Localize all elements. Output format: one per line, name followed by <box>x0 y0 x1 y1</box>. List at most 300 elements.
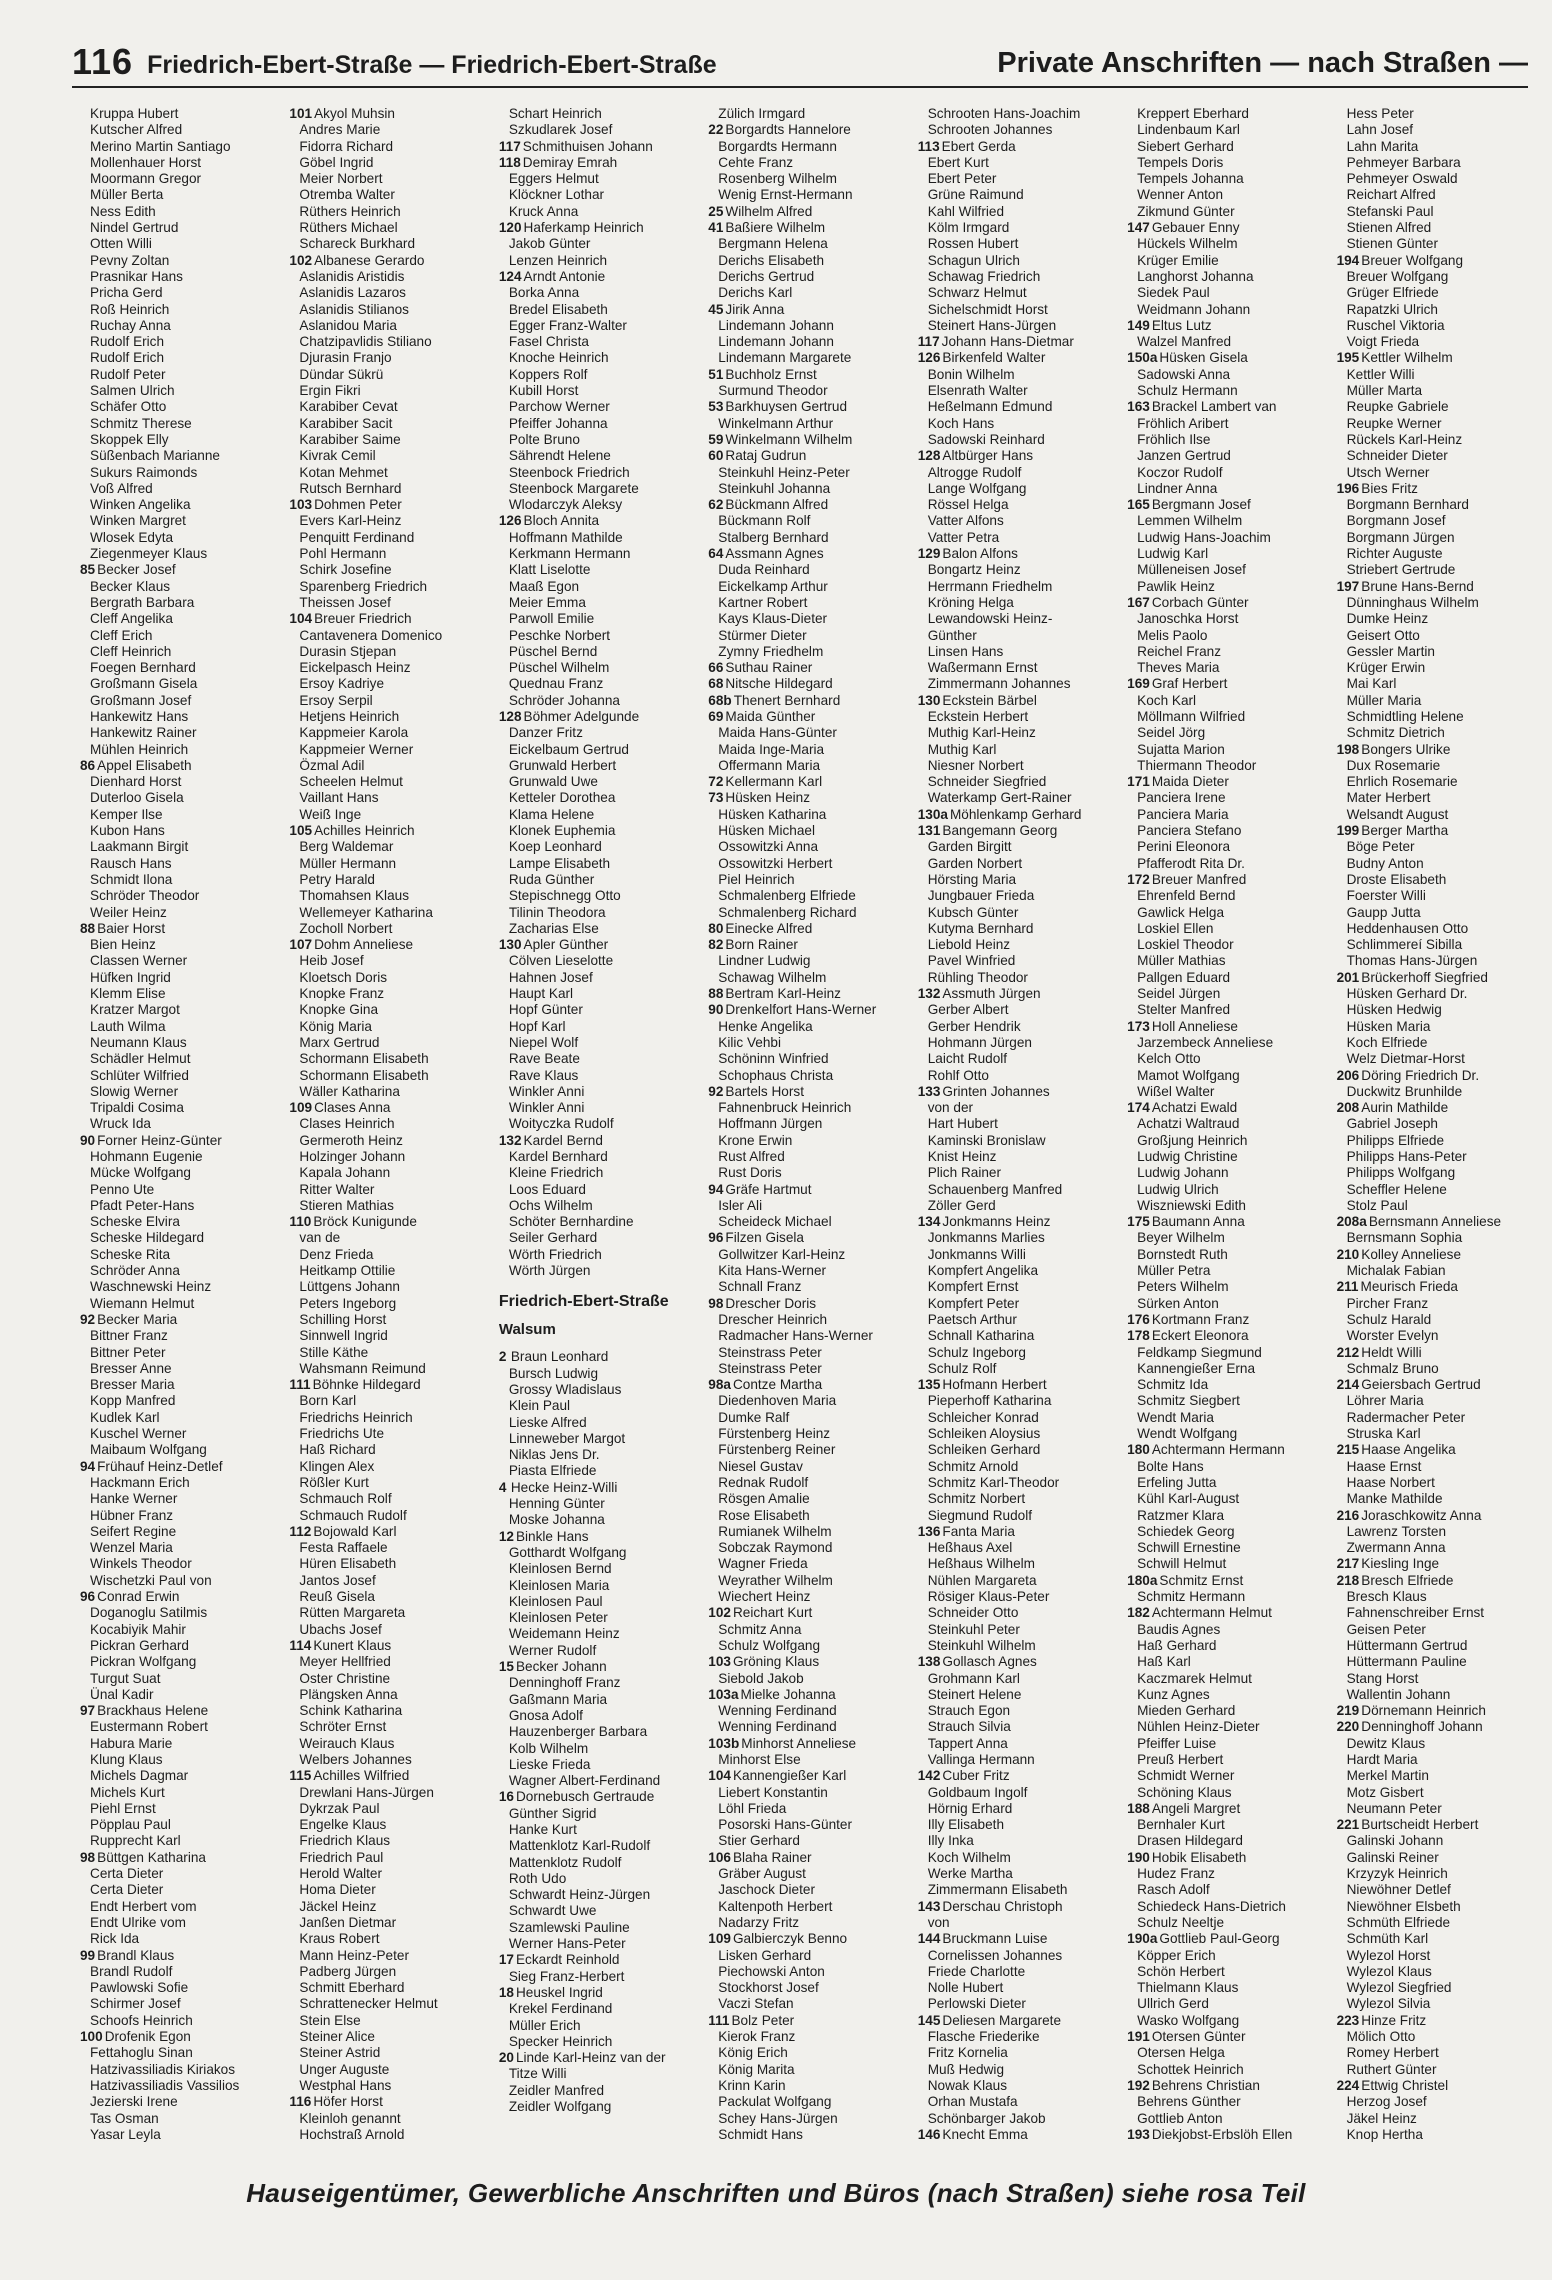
resident-name: Pavel Winfried <box>927 953 1016 969</box>
resident-name: Kortmann Franz <box>1151 1311 1250 1327</box>
resident-entry <box>289 1752 492 1768</box>
resident-entry <box>289 253 492 269</box>
resident-name: Müller Petra <box>1137 1263 1211 1279</box>
resident-entry <box>289 204 492 220</box>
resident-name: Tilinin Theodora <box>508 904 606 920</box>
resident-entry <box>708 1051 911 1067</box>
resident-name: Loskiel Theodor <box>1137 937 1234 953</box>
resident-entry <box>289 546 492 562</box>
resident-entry <box>1127 1475 1330 1491</box>
resident-name: Jäkel Heinz <box>1346 2110 1417 2126</box>
resident-name: Corbach Günter <box>1151 594 1249 610</box>
resident-entry <box>1337 416 1540 432</box>
resident-name: Cuber Fritz <box>942 1768 1010 1784</box>
resident-name: Kita Hans-Werner <box>718 1263 827 1279</box>
resident-entry <box>80 1051 283 1067</box>
house-number: 180 <box>1127 1442 1150 1458</box>
house-number: 64 <box>708 546 724 562</box>
resident-entry <box>1337 1524 1540 1540</box>
resident-name: Hatzivassiliadis Kiriakos <box>90 2061 236 2077</box>
resident-entry <box>1337 155 1540 171</box>
resident-entry <box>708 970 911 986</box>
house-number: 146 <box>917 2126 941 2142</box>
resident-entry <box>289 1068 492 1084</box>
resident-name: Kutscher Alfred <box>90 122 183 138</box>
resident-name: Kettler Wilhelm <box>1361 350 1453 366</box>
resident-entry <box>289 905 492 921</box>
resident-entry <box>499 171 702 187</box>
resident-entry <box>289 139 492 155</box>
street-heading: Friedrich-Ebert-Straße <box>498 1293 669 1311</box>
resident-entry <box>918 1671 1121 1687</box>
resident-entry <box>289 1100 492 1116</box>
resident-entry <box>708 1687 911 1703</box>
resident-entry <box>1127 481 1330 497</box>
resident-entry <box>1127 187 1330 203</box>
resident-name: Behrens Günther <box>1137 2094 1241 2110</box>
resident-name: Koch Wilhelm <box>927 1849 1011 1865</box>
resident-entry <box>289 465 492 481</box>
resident-name: Borgmann Josef <box>1346 513 1446 529</box>
resident-entry <box>1127 1736 1330 1752</box>
resident-name: Drasen Hildegard <box>1137 1833 1243 1849</box>
resident-entry <box>1127 1328 1330 1344</box>
resident-entry <box>708 595 911 611</box>
resident-name: Piasta Elfriede <box>508 1463 597 1479</box>
resident-entry <box>1127 2127 1330 2143</box>
resident-name: Homa Dieter <box>299 1882 376 1898</box>
resident-name: Frühauf Heinz-Detlef <box>97 1458 223 1474</box>
resident-entry <box>499 530 702 546</box>
house-number: 96 <box>708 1230 724 1246</box>
resident-name: Altrogge Rudolf <box>927 464 1022 480</box>
resident-name: Scheske Elvira <box>90 1214 180 1230</box>
resident-name: Gollasch Agnes <box>942 1654 1037 1670</box>
resident-entry <box>1127 1556 1330 1572</box>
resident-entry <box>918 350 1121 366</box>
resident-name: Gawlick Helga <box>1137 904 1225 920</box>
house-number: 190 <box>1127 1849 1150 1865</box>
resident-name: Bresch Elfriede <box>1361 1572 1454 1588</box>
resident-name: Wendt Wolfgang <box>1137 1426 1238 1442</box>
resident-name: Hüsken Katharina <box>718 806 827 822</box>
resident-name: Grunwald Uwe <box>508 774 598 790</box>
resident-name: Friede Charlotte <box>927 1963 1026 1979</box>
resident-name: Eckstein Herbert <box>927 708 1029 724</box>
resident-name: Radermacher Peter <box>1346 1409 1466 1425</box>
resident-name: Stieren Mathias <box>299 1197 394 1213</box>
house-number: 144 <box>917 1931 941 1947</box>
resident-name: Hackmann Erich <box>90 1474 190 1490</box>
resident-name: Zimmermann Elisabeth <box>927 1882 1068 1898</box>
resident-entry <box>708 2078 911 2094</box>
resident-entry <box>1127 1524 1330 1540</box>
house-number: 94 <box>708 1181 724 1197</box>
resident-name: Bursch Ludwig <box>508 1365 599 1381</box>
resident-entry <box>1337 1279 1540 1295</box>
resident-entry <box>1127 856 1330 872</box>
resident-entry <box>1127 1442 1330 1458</box>
resident-name: Polte Bruno <box>508 431 580 447</box>
resident-name: Goldbaum Ingolf <box>927 1784 1028 1800</box>
resident-name: Mann Heinz-Peter <box>299 1947 409 1963</box>
resident-name: Prasnikar Hans <box>90 268 183 284</box>
resident-name: Hinze Fritz <box>1361 2012 1427 2028</box>
resident-name: Hudez Franz <box>1137 1866 1215 1882</box>
resident-entry <box>289 187 492 203</box>
resident-name: Ness Edith <box>90 203 156 219</box>
resident-name: Schrooten Johannes <box>927 122 1053 138</box>
resident-name: Mattenklotz Rudolf <box>508 1854 622 1870</box>
resident-entry <box>499 139 702 155</box>
resident-name: Haß Richard <box>299 1442 376 1458</box>
house-number: 221 <box>1336 1817 1360 1833</box>
resident-name: Scheske Rita <box>90 1246 171 1262</box>
directory-column <box>499 106 702 2162</box>
resident-entry <box>499 774 702 790</box>
resident-entry <box>918 1002 1121 1018</box>
resident-entry <box>708 1833 911 1849</box>
resident-name: Hüsken Heinz <box>725 790 811 806</box>
resident-entry <box>1337 1182 1540 1198</box>
resident-name: Baumann Anna <box>1151 1214 1245 1230</box>
resident-name: Kaczmarek Helmut <box>1137 1670 1252 1686</box>
resident-name: Hatzivassiliadis Vassilios <box>90 2077 240 2093</box>
resident-name: Haß Gerhard <box>1137 1637 1217 1653</box>
resident-name: Ehrlich Rosemarie <box>1346 774 1458 790</box>
resident-entry <box>1127 1948 1330 1964</box>
resident-name: Bolz Peter <box>731 2012 795 2028</box>
resident-name: Koppers Rolf <box>508 366 588 382</box>
house-number: 112 <box>289 1523 312 1539</box>
resident-name: Kunz Agnes <box>1137 1686 1210 1702</box>
resident-name: Schmitz Siegbert <box>1137 1393 1240 1409</box>
house-number: 199 <box>1336 823 1360 839</box>
resident-name: Jonkmanns Willi <box>927 1246 1026 1262</box>
resident-entry <box>80 872 283 888</box>
resident-name: Ebert Kurt <box>927 154 989 170</box>
resident-entry <box>1127 562 1330 578</box>
resident-entry <box>1127 416 1330 432</box>
resident-entry <box>499 1182 702 1198</box>
resident-entry <box>499 1366 702 1382</box>
resident-name: Lindner Anna <box>1137 480 1218 496</box>
resident-name: Derschau Christoph <box>942 1898 1063 1914</box>
resident-entry <box>1127 1263 1330 1279</box>
resident-name: Eckert Eleonora <box>1151 1328 1249 1344</box>
resident-entry <box>918 888 1121 904</box>
resident-entry <box>80 1719 283 1735</box>
resident-name: Müller Mathias <box>1137 953 1226 969</box>
resident-name: Erfeling Jutta <box>1137 1474 1217 1490</box>
resident-entry <box>708 1850 911 1866</box>
resident-name: Pfadt Peter-Hans <box>90 1197 195 1213</box>
resident-entry <box>1337 2029 1540 2045</box>
resident-entry <box>289 693 492 709</box>
resident-name: Bruckmann Luise <box>942 1931 1048 1947</box>
house-number: 100 <box>80 2029 103 2045</box>
resident-entry <box>1127 1964 1330 1980</box>
resident-name: Ossowitzki Anna <box>718 839 819 855</box>
resident-name: Rutsch Bernhard <box>299 480 402 496</box>
resident-entry <box>80 1703 283 1719</box>
resident-name: Foerster Willi <box>1346 888 1426 904</box>
resident-name: Bongartz Heinz <box>927 562 1021 578</box>
resident-name: Steenbock Margarete <box>508 480 639 496</box>
resident-entry <box>1337 481 1540 497</box>
resident-entry <box>918 1801 1121 1817</box>
resident-name: Kompfert Ernst <box>927 1279 1019 1295</box>
resident-name: Büttgen Katharina <box>97 1849 206 1865</box>
resident-name: Muthig Karl <box>927 741 997 757</box>
resident-name: Romey Herbert <box>1346 2045 1439 2061</box>
resident-entry <box>499 1116 702 1132</box>
house-number: 143 <box>917 1898 941 1914</box>
resident-name: Niklas Jens Dr. <box>508 1447 600 1463</box>
resident-entry <box>1127 1850 1330 1866</box>
resident-entry <box>499 399 702 415</box>
house-number: 82 <box>708 937 724 953</box>
house-number: 98a <box>708 1377 731 1393</box>
resident-name: Rühling Theodor <box>927 969 1028 985</box>
house-number: 118 <box>498 154 521 170</box>
resident-name: Drenkelfort Hans-Werner <box>725 1002 877 1018</box>
resident-entry <box>499 644 702 660</box>
resident-entry <box>1337 725 1540 741</box>
house-number: 110 <box>289 1214 312 1230</box>
resident-entry <box>1127 1671 1330 1687</box>
resident-entry <box>1127 350 1330 366</box>
resident-name: Siebold Jakob <box>718 1670 804 1686</box>
resident-name: Kappmeier Werner <box>299 741 414 757</box>
resident-name: Hüsken Hedwig <box>1346 1002 1442 1018</box>
resident-name: Schmalenberg Elfriede <box>718 888 856 904</box>
resident-name: Lieske Frieda <box>508 1756 591 1772</box>
resident-name: Petry Harald <box>299 871 375 887</box>
house-number: 104 <box>708 1768 731 1784</box>
resident-name: Lüttgens Johann <box>299 1279 400 1295</box>
resident-name: Sürken Anton <box>1137 1295 1219 1311</box>
resident-entry <box>918 171 1121 187</box>
resident-entry <box>918 122 1121 138</box>
resident-name: Lisken Gerhard <box>718 1947 812 1963</box>
resident-entry <box>708 1882 911 1898</box>
resident-name: Friedrichs Ute <box>299 1426 385 1442</box>
resident-entry <box>1127 285 1330 301</box>
resident-name: Hörsting Maria <box>927 871 1017 887</box>
resident-entry <box>1127 1084 1330 1100</box>
resident-entry <box>1127 1508 1330 1524</box>
resident-entry <box>499 448 702 464</box>
resident-entry <box>918 106 1121 122</box>
resident-entry <box>1127 2062 1330 2078</box>
resident-entry <box>1127 106 1330 122</box>
resident-name: Wißel Walter <box>1137 1083 1215 1099</box>
resident-name: Stolz Paul <box>1346 1197 1408 1213</box>
resident-entry <box>80 350 283 366</box>
resident-name: Kays Klaus-Dieter <box>718 611 828 627</box>
resident-entry <box>80 807 283 823</box>
resident-entry <box>1127 611 1330 627</box>
resident-entry <box>708 1508 911 1524</box>
resident-name: Kolb Wilhelm <box>508 1740 589 1756</box>
resident-entry <box>80 1524 283 1540</box>
directory-column <box>80 106 283 2162</box>
resident-entry <box>289 2013 492 2029</box>
resident-entry <box>499 823 702 839</box>
resident-entry <box>918 530 1121 546</box>
resident-entry <box>289 1524 492 1540</box>
resident-entry <box>499 709 702 725</box>
resident-entry <box>1337 1703 1540 1719</box>
resident-entry <box>499 725 702 741</box>
resident-name: Achatzi Ewald <box>1151 1100 1238 1116</box>
resident-entry <box>1127 1573 1330 1589</box>
resident-name: Schöning Klaus <box>1137 1784 1232 1800</box>
house-number: 208a <box>1336 1214 1367 1230</box>
house-number: 101 <box>289 106 313 121</box>
resident-entry <box>918 1703 1121 1719</box>
resident-entry <box>289 1638 492 1654</box>
resident-name: Philipps Hans-Peter <box>1346 1149 1467 1164</box>
resident-name: Siegmund Rudolf <box>927 1507 1032 1523</box>
resident-name: Kellermann Karl <box>725 774 823 790</box>
resident-name: Rapatzki Ulrich <box>1346 301 1438 317</box>
resident-entry <box>1127 2029 1330 2045</box>
house-number: 135 <box>917 1377 941 1393</box>
resident-name: Wylezol Horst <box>1346 1947 1431 1963</box>
resident-entry <box>289 155 492 171</box>
resident-entry <box>80 856 283 872</box>
resident-entry <box>289 1719 492 1735</box>
resident-name: Jaschock Dieter <box>718 1882 815 1898</box>
resident-name: Achtermann Hermann <box>1151 1442 1285 1458</box>
resident-entry <box>918 774 1121 790</box>
resident-entry <box>80 905 283 921</box>
resident-entry <box>1337 220 1540 236</box>
resident-name: Rave Klaus <box>508 1067 579 1083</box>
resident-entry <box>499 872 702 888</box>
resident-entry <box>1127 579 1330 595</box>
resident-entry <box>1337 1785 1540 1801</box>
resident-entry <box>918 1214 1121 1230</box>
resident-entry <box>1337 1410 1540 1426</box>
resident-name: Fidorra Richard <box>299 138 394 154</box>
resident-name: Plich Rainer <box>927 1165 1001 1181</box>
resident-name: Kubill Horst <box>508 383 579 399</box>
resident-entry <box>1127 1768 1330 1784</box>
resident-entry <box>1337 2094 1540 2110</box>
resident-entry <box>1127 1410 1330 1426</box>
resident-name: Schön Herbert <box>1137 1963 1225 1979</box>
resident-entry <box>499 2018 702 2034</box>
resident-name: Dörnemann Heinrich <box>1361 1703 1486 1719</box>
resident-entry <box>1337 497 1540 513</box>
resident-entry <box>918 546 1121 562</box>
resident-name: Steiner Astrid <box>299 2045 381 2061</box>
resident-name: Knopke Franz <box>299 986 385 1002</box>
resident-entry <box>1337 611 1540 627</box>
resident-name: Offermann Maria <box>718 757 821 773</box>
resident-entry <box>708 628 911 644</box>
resident-entry <box>1337 2062 1540 2078</box>
resident-entry <box>80 269 283 285</box>
resident-name: Heitkamp Ottilie <box>299 1263 396 1279</box>
resident-name: Schmitz Ida <box>1137 1377 1209 1393</box>
resident-name: Hobik Elisabeth <box>1151 1849 1247 1865</box>
resident-name: Baier Horst <box>97 920 166 936</box>
resident-name: Karabiber Sacit <box>299 415 393 431</box>
resident-entry <box>289 1768 492 1784</box>
house-number: 92 <box>708 1083 724 1099</box>
resident-entry <box>918 448 1121 464</box>
resident-name: Kolley Anneliese <box>1361 1246 1462 1262</box>
resident-entry <box>1127 1882 1330 1898</box>
resident-name: Loskiel Ellen <box>1137 920 1214 936</box>
resident-entry <box>708 839 911 855</box>
resident-entry <box>708 155 911 171</box>
resident-name: Schröder Anna <box>90 1263 180 1279</box>
resident-name: Schophaus Christa <box>718 1067 834 1083</box>
resident-entry <box>1127 1345 1330 1361</box>
resident-name: Krüger Emilie <box>1137 252 1219 268</box>
resident-name: Kardel Bernd <box>523 1132 603 1148</box>
resident-name: Illy Elisabeth <box>927 1817 1005 1833</box>
resident-name: Westphal Hans <box>299 2077 392 2093</box>
resident-name: Bergrath Barbara <box>90 594 195 610</box>
house-number: 103b <box>708 1735 740 1751</box>
resident-name: Kannengießer Erna <box>1137 1360 1256 1376</box>
resident-name: Dumke Ralf <box>718 1409 790 1425</box>
resident-entry <box>708 1426 911 1442</box>
resident-name: Penno Ute <box>90 1181 155 1197</box>
resident-name: Ritter Walter <box>299 1181 375 1197</box>
resident-entry <box>1337 1768 1540 1784</box>
resident-name: Schneider Siegfried <box>927 774 1047 790</box>
resident-name: Schareck Burkhard <box>299 236 416 252</box>
resident-entry <box>80 155 283 171</box>
resident-entry <box>80 1475 283 1491</box>
resident-entry <box>708 236 911 252</box>
resident-name: Rudolf Erich <box>90 350 165 366</box>
resident-name: Pawlik Heinz <box>1137 578 1215 594</box>
resident-name: Weidmann Johann <box>1137 301 1251 317</box>
resident-name: Michels Dagmar <box>90 1768 189 1784</box>
resident-name: Dornebusch Gertraude <box>515 1789 655 1805</box>
resident-entry <box>499 334 702 350</box>
resident-entry <box>918 269 1121 285</box>
resident-name: Duckwitz Brunhilde <box>1346 1083 1463 1099</box>
resident-name: Rüthers Michael <box>299 220 398 236</box>
house-number: 198 <box>1336 741 1360 757</box>
house-number: 22 <box>708 122 724 138</box>
resident-name: Rust Doris <box>718 1165 782 1181</box>
resident-entry <box>80 628 283 644</box>
resident-name: Albanese Gerardo <box>314 252 425 268</box>
resident-name: Hahnen Josef <box>508 969 593 985</box>
resident-entry <box>289 1882 492 1898</box>
resident-entry <box>708 1964 911 1980</box>
resident-entry <box>1337 383 1540 399</box>
resident-entry <box>708 1540 911 1556</box>
resident-entry <box>918 807 1121 823</box>
resident-name: Krekel Ferdinand <box>508 2001 613 2017</box>
house-number: 94 <box>80 1458 96 1474</box>
resident-entry <box>289 1931 492 1947</box>
resident-entry <box>80 1980 283 1996</box>
resident-name: Derichs Elisabeth <box>718 252 825 268</box>
resident-entry <box>1127 758 1330 774</box>
